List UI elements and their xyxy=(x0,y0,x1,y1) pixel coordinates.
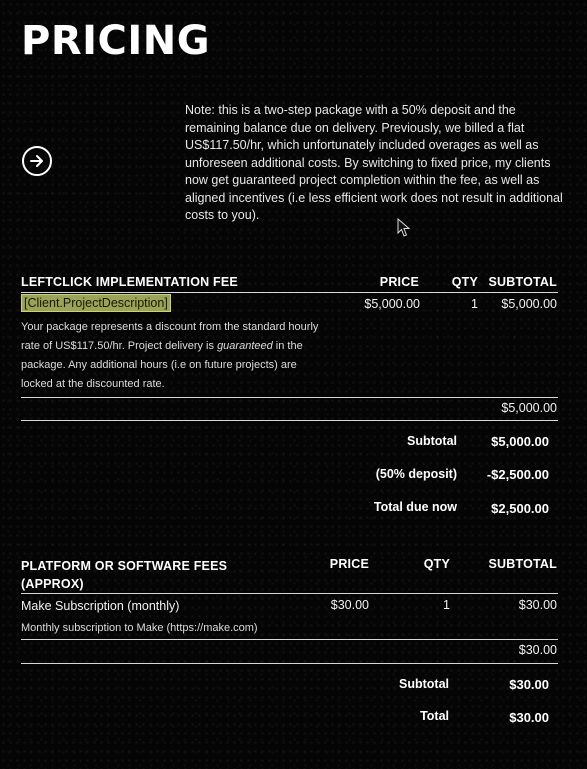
desc-emphasis: guaranteed xyxy=(217,340,273,352)
table1-total-due-label: Total due now xyxy=(373,500,457,514)
table1-subtotal-label: Subtotal xyxy=(407,434,457,448)
pricing-note: Note: this is a two-step package with a 50% deposit and the remaining balance due on delivery. Previously, we billed a flat US$117.50/hr, which unfortunately included overages as well as unforeseen additional costs. By switching to fixed price, my clients now get guaranteed project completion within the fee, as well as aligned incentives (i.e less efficient work does not result in additional costs to you). xyxy=(185,103,563,222)
table1-row-divider xyxy=(21,397,558,398)
table1-row-qty: 1 xyxy=(471,297,478,311)
arrow-right-icon xyxy=(29,153,45,169)
table2-header-divider xyxy=(21,593,558,594)
mouse-pointer-icon xyxy=(397,218,411,238)
table1-row-description xyxy=(21,318,331,394)
table2-header-price: PRICE xyxy=(329,557,369,571)
table1-header-name: LEFTCLICK IMPLEMENTATION FEE xyxy=(21,275,238,289)
table2-header-name xyxy=(21,557,227,593)
client-project-description-placeholder[interactable]: [Client.ProjectDescription] xyxy=(21,294,171,312)
table2-header-name-line1: PLATFORM OR SOFTWARE FEES xyxy=(21,559,228,573)
table1-header-divider xyxy=(21,292,558,293)
table1-deposit-label: (50% deposit) xyxy=(375,467,457,481)
table2-row-subtotal: $30.00 xyxy=(518,598,557,612)
table1-header-subtotal: SUBTOTAL xyxy=(488,275,557,289)
table2-total-divider xyxy=(21,663,558,664)
table2-total-label: Total xyxy=(420,709,449,723)
page-title: PRICING xyxy=(21,18,211,64)
table1-row-name[interactable] xyxy=(21,296,171,310)
table1-subtotal-value: $5,000.00 xyxy=(491,434,549,449)
table2-total-line: $30.00 xyxy=(518,643,557,657)
table1-deposit-value: -$2,500.00 xyxy=(486,467,549,482)
table2-row-name: Make Subscription (monthly) xyxy=(21,599,180,613)
table1-header-qty: QTY xyxy=(451,275,478,289)
table2-row-qty: 1 xyxy=(443,598,450,612)
next-arrow-button[interactable] xyxy=(22,146,52,176)
table2-header-name-line2: (APPROX) xyxy=(21,577,84,591)
table2-row-divider xyxy=(21,639,558,640)
table2-header-subtotal: SUBTOTAL xyxy=(488,557,557,571)
table1-total-divider xyxy=(21,420,558,421)
table1-total-line: $5,000.00 xyxy=(501,401,557,415)
table2-total-value: $30.00 xyxy=(509,710,549,725)
table1-header-price: PRICE xyxy=(379,275,419,289)
table2-header-qty: QTY xyxy=(423,557,450,571)
table2-row-price: $30.00 xyxy=(330,598,369,612)
table1-row-price: $5,000.00 xyxy=(364,297,420,311)
desc-text-1: Your package represents a discount from the standard hourly rate of US$117.50/hr. Project delivery is xyxy=(21,321,319,352)
table1-row-subtotal: $5,000.00 xyxy=(501,297,557,311)
table2-subtotal-value: $30.00 xyxy=(509,677,549,692)
table1-total-due-value: $2,500.00 xyxy=(491,501,549,516)
desc-text-2: in the package. Any additional hours (i.e on future projects) are locked at the discounted rate. xyxy=(21,340,303,390)
table2-subtotal-label: Subtotal xyxy=(399,677,449,691)
table2-row-description: Monthly subscription to Make (https://make.com) xyxy=(21,622,258,634)
